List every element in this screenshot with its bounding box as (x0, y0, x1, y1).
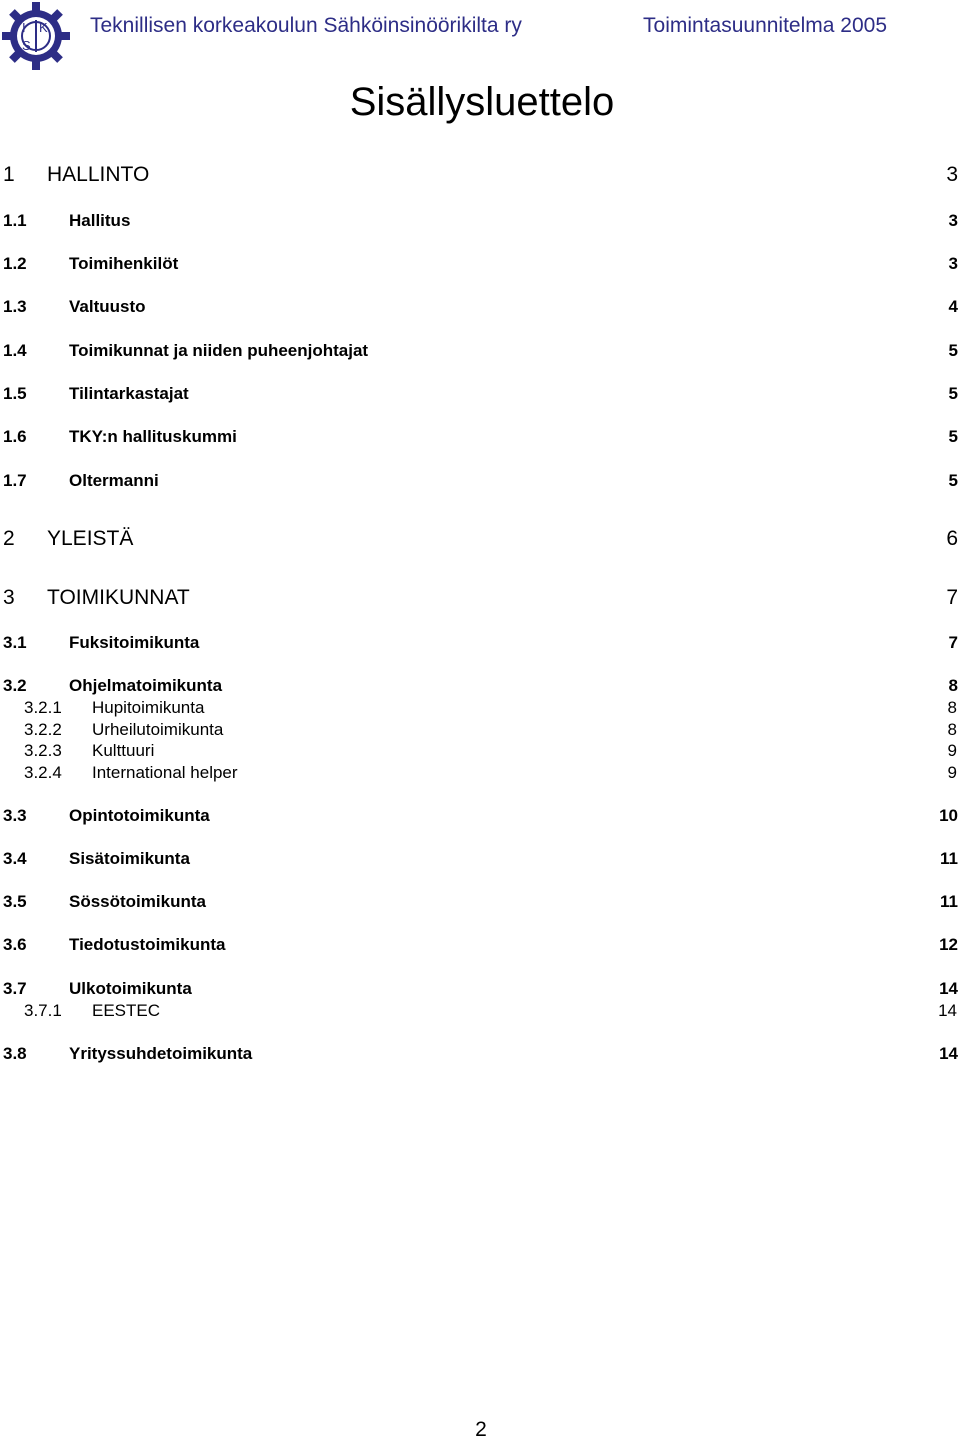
toc-page: 12 (939, 935, 958, 954)
toc-label: Oltermanni (69, 471, 159, 490)
toc-page: 3 (948, 211, 958, 230)
toc-number: 3.2.3 (24, 741, 62, 760)
toc-number: 3.6 (3, 935, 27, 954)
toc-page: 5 (948, 341, 958, 360)
toc-number: 1.7 (3, 471, 27, 490)
toc-page: 8 (948, 676, 958, 695)
toc-page: 14 (939, 979, 958, 998)
toc-label: Kulttuuri (92, 741, 155, 760)
organization-name: Teknillisen korkeakoulun Sähköinsinöörikilta ry (90, 14, 522, 37)
toc-label: TKY:n hallituskummi (69, 427, 237, 446)
toc-page: 3 (948, 254, 958, 273)
toc-label: EESTEC (92, 1001, 161, 1020)
toc-label: Fuksitoimikunta (69, 633, 200, 652)
toc-page: 6 (946, 527, 958, 550)
toc-label: Valtuusto (69, 297, 146, 316)
toc-number: 3.4 (3, 849, 27, 868)
document-name: Toimintasuunnitelma 2005 (643, 14, 887, 37)
page-title-text: Sisällysluettelo (349, 80, 615, 124)
toc-number: 1.1 (3, 211, 27, 230)
guild-gear-logo-icon (2, 2, 70, 70)
toc-label: Urheilutoimikunta (92, 720, 224, 739)
toc-number: 3.2.2 (24, 720, 62, 739)
toc-page: 9 (947, 763, 957, 782)
svg-text:K: K (39, 20, 48, 35)
toc-label: Toimikunnat ja niiden puheenjohtajat (69, 341, 369, 360)
toc-number: 1.6 (3, 427, 27, 446)
toc-label: International helper (92, 763, 238, 782)
toc-label: Yrityssuhdetoimikunta (69, 1044, 253, 1063)
toc-page: 8 (947, 698, 957, 717)
toc-label: HALLINTO (47, 163, 150, 186)
page-number (0, 1418, 960, 1442)
toc-number: 1.2 (3, 254, 27, 273)
toc-number: 3.8 (3, 1044, 27, 1063)
toc-page: 3 (946, 163, 958, 186)
svg-text:S: S (22, 38, 31, 53)
toc-page: 5 (948, 427, 958, 446)
toc-label: Ohjelmatoimikunta (69, 676, 223, 695)
toc-number: 3.7 (3, 979, 27, 998)
toc-page: 11 (940, 892, 958, 911)
toc-page: 14 (938, 1001, 957, 1020)
toc-label: Tiedotustoimikunta (69, 935, 226, 954)
toc-number: 3.3 (3, 806, 27, 825)
toc-number: 3.2.1 (24, 698, 62, 717)
toc-page: 4 (948, 297, 958, 316)
toc-label: Toimihenkilöt (69, 254, 179, 273)
toc-number: 3.7.1 (24, 1001, 62, 1020)
toc-number: 3 (3, 586, 15, 609)
toc-page: 9 (947, 741, 957, 760)
toc-page: 5 (948, 384, 958, 403)
toc-number: 3.5 (3, 892, 27, 911)
toc-number: 3.2.4 (24, 763, 62, 782)
toc-label: Opintotoimikunta (69, 806, 210, 825)
toc-number: 1.5 (3, 384, 27, 403)
toc-number: 3.2 (3, 676, 27, 695)
toc-page: 8 (947, 720, 957, 739)
toc-label: Ulkotoimikunta (69, 979, 192, 998)
toc-number: 1.3 (3, 297, 27, 316)
toc-label: Tilintarkastajat (69, 384, 189, 403)
page-title (0, 80, 960, 125)
toc-page: 10 (939, 806, 958, 825)
toc-page: 7 (948, 633, 958, 652)
svg-text:I: I (22, 20, 26, 35)
toc-number: 1 (3, 163, 15, 186)
toc-number: 1.4 (3, 341, 27, 360)
toc-label: Hupitoimikunta (92, 698, 205, 717)
toc-page: 5 (948, 471, 958, 490)
toc-label: Hallitus (69, 211, 131, 230)
toc-number: 3.1 (3, 633, 27, 652)
page-header (0, 0, 960, 60)
toc-label: Sisätoimikunta (69, 849, 190, 868)
toc-label: TOIMIKUNNAT (47, 586, 190, 609)
toc-label: Sössötoimikunta (69, 892, 206, 911)
page-number-text: 2 (475, 1418, 487, 1441)
toc-label: YLEISTÄ (47, 527, 134, 550)
toc-page: 7 (946, 586, 958, 609)
toc-number: 2 (3, 527, 15, 550)
toc-page: 14 (939, 1044, 958, 1063)
toc-page: 11 (940, 849, 958, 868)
